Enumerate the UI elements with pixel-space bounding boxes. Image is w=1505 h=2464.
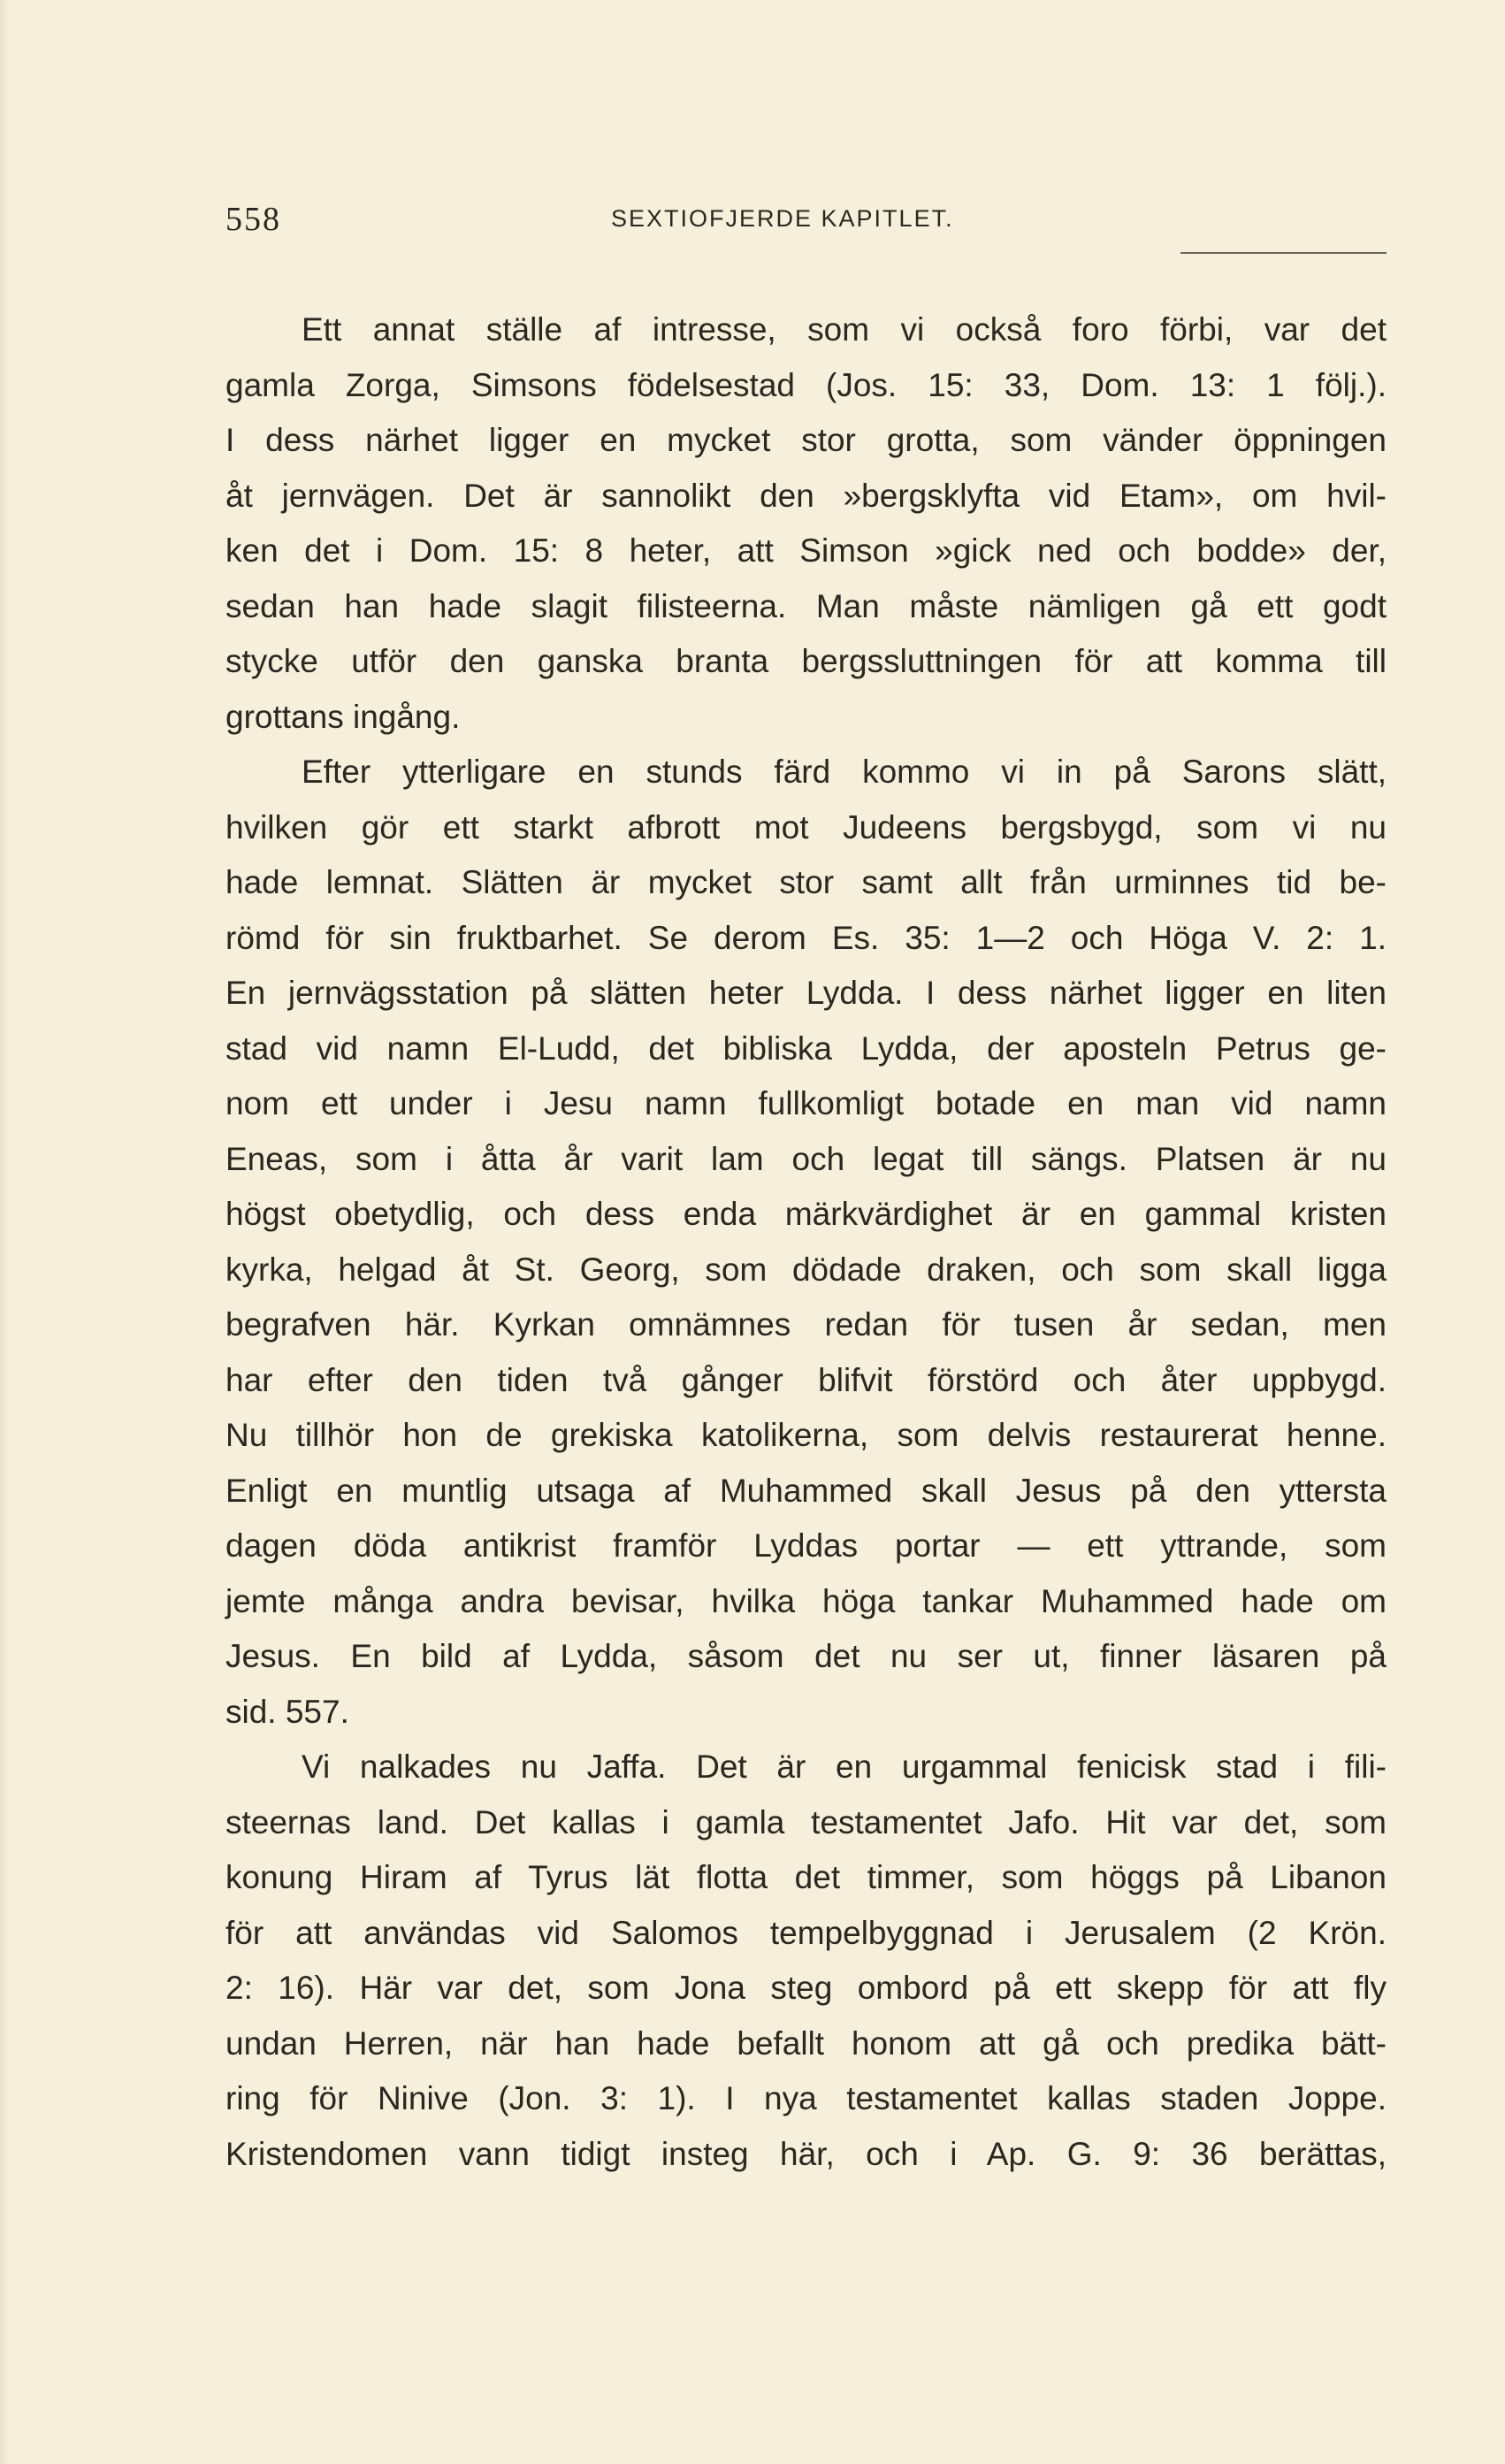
text-line: Enligt en muntlig utsaga af Muhammed skall Jesus på den yttersta [225, 1472, 1387, 1509]
text-line: undan Herren, när han hade befallt honom att gå och predika bätt- [225, 2024, 1387, 2062]
text-line: högst obetydlig, och dess enda märkvärdighet är en gammal kristen [225, 1196, 1387, 1232]
text-line: 2: 16). Här var det, som Jona steg ombord på ett skepp för att fly [225, 1970, 1387, 2006]
text-line: Kristendomen vann tidigt insteg här, och i Ap. G. 9: 36 berättas, [225, 2135, 1387, 2172]
text-line: Jesus. En bild af Lydda, såsom det nu ser ut, finner läsaren på [225, 1638, 1387, 1674]
text-line: En jernvägsstation på slätten heter Lydda. I dess närhet ligger en liten [225, 975, 1387, 1011]
text-line: stycke utför den ganska branta bergssluttningen för att komma till [225, 643, 1387, 679]
text-line: åt jernvägen. Det är sannolikt den »bergsklyfta vid Etam», om hvil- [225, 477, 1387, 514]
text-line: kyrka, helgad åt St. Georg, som dödade draken, och som skall ligga [225, 1251, 1387, 1288]
text-line: sedan han hade slagit filisteerna. Man måste nämligen gå ett godt [225, 587, 1387, 624]
page-number: 558 [225, 201, 281, 238]
page-edge-shadow [0, 0, 9, 2464]
text-line: har efter den tiden två gånger blifvit förstörd och åter uppbygd. [225, 1361, 1387, 1398]
body-text [225, 302, 1387, 2182]
text-line: dagen döda antikrist framför Lyddas portar — ett yttrande, som [225, 1527, 1387, 1564]
text-line: jemte många andra bevisar, hvilka höga tankar Muhammed hade om [225, 1582, 1387, 1619]
text-line: begrafven här. Kyrkan omnämnes redan för tusen år sedan, men [225, 1306, 1387, 1343]
text-line: gamla Zorga, Simsons födelsestad (Jos. 15: 33, Dom. 13: 1 följ.). [225, 366, 1387, 403]
page-header [225, 200, 1387, 253]
text-line: nom ett under i Jesu namn fullkomligt botade en man vid namn [225, 1085, 1387, 1121]
header-rule [1180, 252, 1387, 254]
text-line: I dess närhet ligger en mycket stor grotta, som vänder öppningen [225, 422, 1387, 458]
text-line: römd för sin fruktbarhet. Se derom Es. 35: 1—2 och Höga V. 2: 1. [225, 919, 1387, 956]
text-line: Nu tillhör hon de grekiska katolikerna, som delvis restaurerat henne. [225, 1417, 1387, 1453]
text-line: ring för Ninive (Jon. 3: 1). I nya testamentet kallas staden Joppe. [225, 2080, 1387, 2116]
text-line: ken det i Dom. 15: 8 heter, att Simson »gick ned och bodde» der, [225, 532, 1387, 569]
text-line: steernas land. Det kallas i gamla testamentet Jafo. Hit var det, som [225, 1803, 1387, 1840]
text-line: Ett annat ställe af intresse, som vi också foro förbi, var det [302, 311, 1387, 348]
text-line: Vi nalkades nu Jaffa. Det är en urgammal fenicisk stad i fili- [302, 1749, 1387, 1785]
text-line: hvilken gör ett starkt afbrott mot Judeens bergsbygd, som vi nu [225, 808, 1387, 846]
text-line: sid. 557. [225, 1693, 349, 1730]
text-line: konung Hiram af Tyrus lät flotta det timmer, som höggs på Libanon [225, 1859, 1387, 1895]
text-line: Efter ytterligare en stunds färd kommo vi in på Sarons slätt, [302, 754, 1387, 790]
text-line: grottans ingång. [225, 698, 461, 735]
text-line: stad vid namn El-Ludd, det bibliska Lydda, der aposteln Petrus ge- [225, 1029, 1387, 1067]
text-line: för att användas vid Salomos tempelbyggnad i Jerusalem (2 Krön. [225, 1914, 1387, 1951]
text-line: Eneas, som i åtta år varit lam och legat till sängs. Platsen är nu [225, 1140, 1387, 1177]
running-head: SEXTIOFJERDE KAPITLET. [611, 205, 954, 232]
text-line: hade lemnat. Slätten är mycket stor samt allt från urminnes tid be- [225, 864, 1387, 900]
